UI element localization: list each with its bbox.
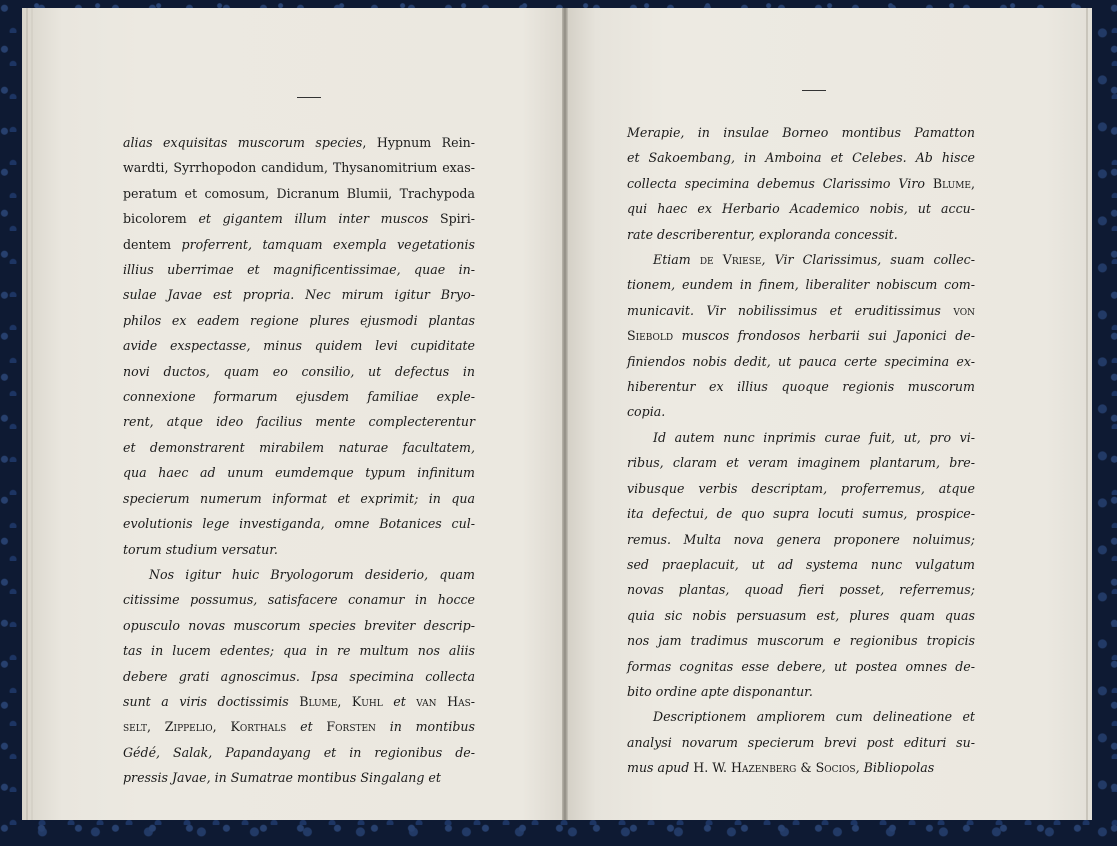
text-segment: , [212,719,231,735]
text-line [123,587,475,612]
book-gutter [562,8,568,820]
text-segment: copia. [627,404,666,420]
text-segment: , Bibliopolas [855,760,935,776]
text-segment: selt [123,719,147,735]
text-segment: citissime possumus, satisfacere conamur in hocce [123,592,475,608]
text-line [627,628,975,653]
text-segment: rate describerentur, exploranda concessit. [627,226,898,242]
header-rule-right [802,90,826,91]
text-line [627,222,975,247]
text-line [123,638,475,663]
text-line [123,486,475,511]
text-line [123,765,475,790]
text-line [123,689,475,714]
text-segment: de Vriese [699,252,762,268]
text-segment: Hazenberg [731,760,797,776]
text-line [627,527,975,552]
text-segment: proferrent, tamquam exempla vegetationis [181,236,475,252]
text-segment: ita defectui, de quo supra locuti sumus, prospice- [627,506,975,522]
text-line [123,435,475,460]
text-segment: quia sic nobis persuasum est, plures quam quas [627,607,975,623]
text-segment: pressis Javae, in Sumatrae montibus Singalang et [123,770,441,786]
text-segment: Siebold [627,328,674,344]
text-line [123,232,475,257]
text-line [627,272,975,297]
text-segment: Gédé, Salak, Papandayang et in regionibus de- [123,744,475,760]
text-segment: Blume [299,693,338,709]
text-segment: qui haec ex Herbario Academico nobis, ut accu- [627,201,975,217]
text-segment: Id autem nunc inprimis curae fuit, ut, pro vi- [653,429,975,445]
text-segment: , Vir Clarissimus, suam collec- [761,252,975,268]
text-segment: illius uberrimae et magnificentissimae, quae in- [123,262,475,278]
text-line [123,740,475,765]
text-line [627,323,975,348]
text-segment: ribus, claram et veram imaginem plantarum, bre- [627,455,975,471]
text-line [627,603,975,628]
header-rule-left [297,97,321,98]
text-segment: analysi novarum specierum brevi post edituri su- [627,734,975,750]
text-segment: novi ductos, quam eo consilio, ut defectus in [123,363,475,379]
text-line [627,374,975,399]
text-segment: Forsten [326,719,376,735]
text-line [123,257,475,282]
text-segment: vibusque verbis descriptam, proferremus, atque [627,480,975,496]
text-segment: remus. Multa nova genera proponere noluimus; [627,531,975,547]
text-segment: , Hypnum Rein- [362,135,475,150]
text-line [627,196,975,221]
text-segment: van Has- [416,693,475,709]
text-line [627,501,975,526]
text-segment: qua haec ad unum eumdemque typum infinitum [123,465,475,481]
text-segment: municavit. Vir nobilissimus et eruditissimus [627,302,954,318]
text-line [123,409,475,434]
text-line [627,730,975,755]
text-segment: Blume [932,175,971,191]
text-segment: , [146,719,165,735]
text-segment: sunt a viris doctissimis [123,693,300,709]
text-segment: torum studium versatur. [123,541,278,557]
text-line [123,384,475,409]
text-segment: Etiam [653,252,700,268]
text-segment: Zippelio [164,719,213,735]
text-segment: bito ordine apte disponantur. [627,683,813,699]
text-line [123,562,475,587]
text-line [627,247,975,272]
text-segment: et demonstrarent mirabilem naturae facultatem, [123,439,475,455]
text-segment: Korthals [230,719,287,735]
text-segment: & [796,760,816,776]
text-line [627,349,975,374]
text-segment: tas in lucem edentes; qua in re multum nos aliis [123,643,475,659]
text-line [627,171,975,196]
text-segment: Spiri- [428,211,475,227]
text-line [123,333,475,358]
text-segment: philos ex eadem regione plures ejusmodi plantas [123,312,475,328]
text-line [627,552,975,577]
text-segment: et [382,693,417,709]
right-page-text [627,120,975,781]
text-line [123,613,475,638]
text-segment: avide exspectasse, minus quidem levi cupiditate [123,338,475,354]
text-line [123,181,475,206]
text-line [627,425,975,450]
text-segment: von [953,302,975,318]
text-line [123,308,475,333]
text-line [123,130,475,155]
text-segment: hiberentur ex illius quoque regionis muscorum [627,379,975,395]
text-segment: wardti, Syrrhopodon candidum, Thysanomitrium exas- [123,160,475,176]
text-segment: Socios [815,760,856,776]
text-segment: Nos igitur huic Bryologorum desiderio, quam [149,566,475,582]
text-segment: et Sakoembang, in Amboina et Celebes. Ab hisce [627,150,975,166]
text-segment: dentem [123,236,182,252]
text-segment: mus apud [627,760,694,776]
text-line [123,664,475,689]
text-segment: in montibus [375,719,475,735]
text-segment: sed praeplacuit, ut ad systema nunc vulgatum [627,556,975,572]
text-line [627,298,975,323]
text-segment: H. W. [693,760,732,776]
text-line [123,206,475,231]
text-line [123,155,475,180]
text-segment: opusculo novas muscorum species breviter descrip- [123,617,475,633]
text-line [123,714,475,739]
text-line [123,460,475,485]
text-segment: , [337,693,352,709]
text-line [123,282,475,307]
text-segment: novas plantas, quoad fieri posset, referremus; [627,582,975,598]
text-segment: rent, atque ideo facilius mente complecterentur [123,414,475,430]
page-edge [31,8,33,820]
text-segment: , [970,175,975,191]
text-segment: collecta specimina debemus Clarissimo Viro [627,175,933,191]
text-line [627,654,975,679]
text-segment: specierum numerum informat et exprimit; in qua [123,490,475,506]
text-segment: evolutionis lege investiganda, omne Botanices cul- [123,516,475,532]
text-segment: tionem, eundem in finem, liberaliter nobiscum com- [627,277,975,293]
text-line [123,511,475,536]
text-segment: et [286,719,327,735]
text-line [627,399,975,424]
text-segment: Kuhl [351,693,383,709]
text-segment: muscos frondosos herbarii sui Japonici de- [673,328,975,344]
text-segment: nos jam tradimus muscorum e regionibus tropicis [627,633,975,649]
text-segment: connexione formarum ejusdem familiae exple- [123,389,475,405]
text-line [123,537,475,562]
text-line [627,577,975,602]
text-segment: finiendos nobis dedit, ut pauca certe specimina ex- [627,353,975,369]
text-line [627,476,975,501]
text-line [627,755,975,780]
text-segment: debere grati agnoscimus. Ipsa specimina collecta [123,668,475,684]
left-page-text [123,130,475,791]
text-line [627,120,975,145]
text-line [627,704,975,729]
text-segment: Descriptionem ampliorem cum delineatione et [653,709,975,725]
text-segment: et gigantem illum inter muscos [198,211,429,227]
text-line [123,359,475,384]
page-edge [1086,8,1088,820]
text-segment: peratum et comosum, Dicranum Blumii, Trachypoda [123,185,475,201]
text-line [627,450,975,475]
text-segment: Merapie, in insulae Borneo montibus Pamatton [627,125,975,140]
text-segment: sulae Javae est propria. Nec mirum igitur Bryo- [123,287,475,303]
text-segment: bicolorem [123,211,199,227]
text-line [627,679,975,704]
page-edge [26,8,28,820]
text-line [627,145,975,170]
text-segment: formas cognitas esse debere, ut postea omnes de- [627,658,975,674]
text-segment: alias exquisitas muscorum species [123,135,363,150]
